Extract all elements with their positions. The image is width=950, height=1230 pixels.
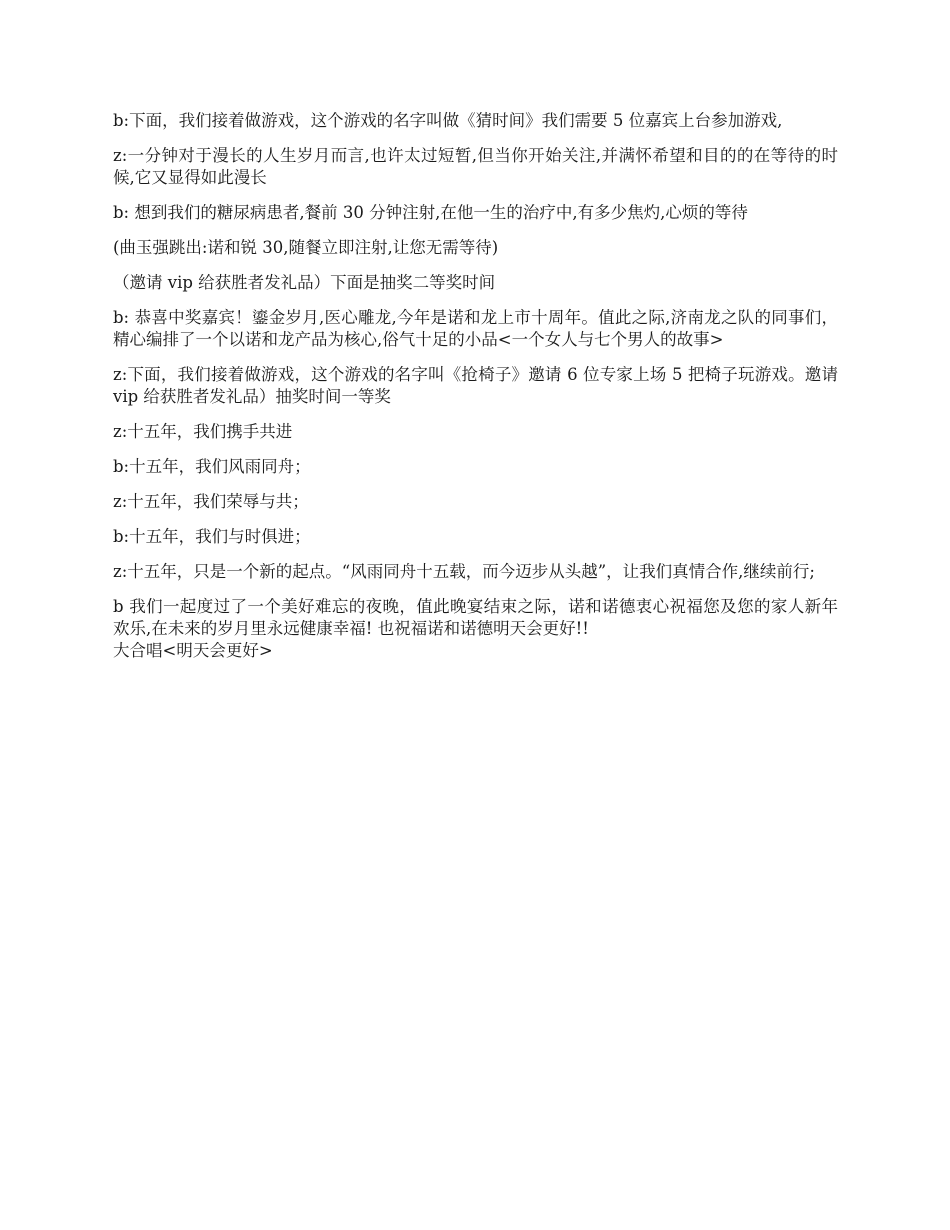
paragraph-closing-blessing: b 我们一起度过了一个美好难忘的夜晚，值此晚宴结束之际，诺和诺德衷心祝福您及您的家人新年欢乐,在未来的岁月里永远健康幸福! 也祝福诺和诺德明天会更好!! [113,597,838,638]
paragraph-qu-yuqiang: (曲玉强跳出:诺和锐 30,随餐立即注射,让您无需等待) [113,238,499,257]
paragraph-guess-time-game: b:下面，我们接着做游戏，这个游戏的名字叫做《猜时间》我们需要 5 位嘉宾上台参加游戏, [113,111,783,130]
paragraph-fifteen-years-4: b:十五年，我们与时俱进； [113,527,311,546]
paragraph-fifteen-years-5: z:十五年，只是一个新的起点。“风雨同舟十五载，而今迈步从头越”，让我们真情合作,继续前行; [113,562,815,581]
paragraph-fifteen-years-3: z:十五年，我们荣辱与共； [113,492,309,511]
paragraph-congratulations: b: 恭喜中奖嘉宾！鎏金岁月,医心雕龙,今年是诺和龙上市十周年。值此之际,济南龙之队的同事们，精心编排了一个以诺和龙产品为核心,俗气十足的小品<一个女人与七个男人的故事> [113,308,838,349]
document-page [113,110,838,675]
paragraph-fifteen-years-2: b:十五年，我们风雨同舟； [113,457,311,476]
paragraph-musical-chairs: z:下面，我们接着做游戏，这个游戏的名字叫《抢椅子》邀请 6 位专家上场 5 把椅子玩游戏。邀请 vip 给获胜者发礼品）抽奖时间一等奖 [113,365,838,406]
paragraph-diabetes-patients: b: 想到我们的糖尿病患者,餐前 30 分钟注射,在他一生的治疗中,有多少焦灼,心烦的等待 [113,203,748,222]
paragraph-fifteen-years-1: z:十五年，我们携手共进 [113,422,293,441]
paragraph-second-prize: （邀请 vip 给获胜者发礼品）下面是抽奖二等奖时间 [113,273,496,292]
paragraph-one-minute: z:一分钟对于漫长的人生岁月而言,也许太过短暂,但当你开始关注,并满怀希望和目的的在等待的时候,它又显得如此漫长 [113,146,838,187]
paragraph-chorus: 大合唱<明天会更好> [113,641,273,660]
